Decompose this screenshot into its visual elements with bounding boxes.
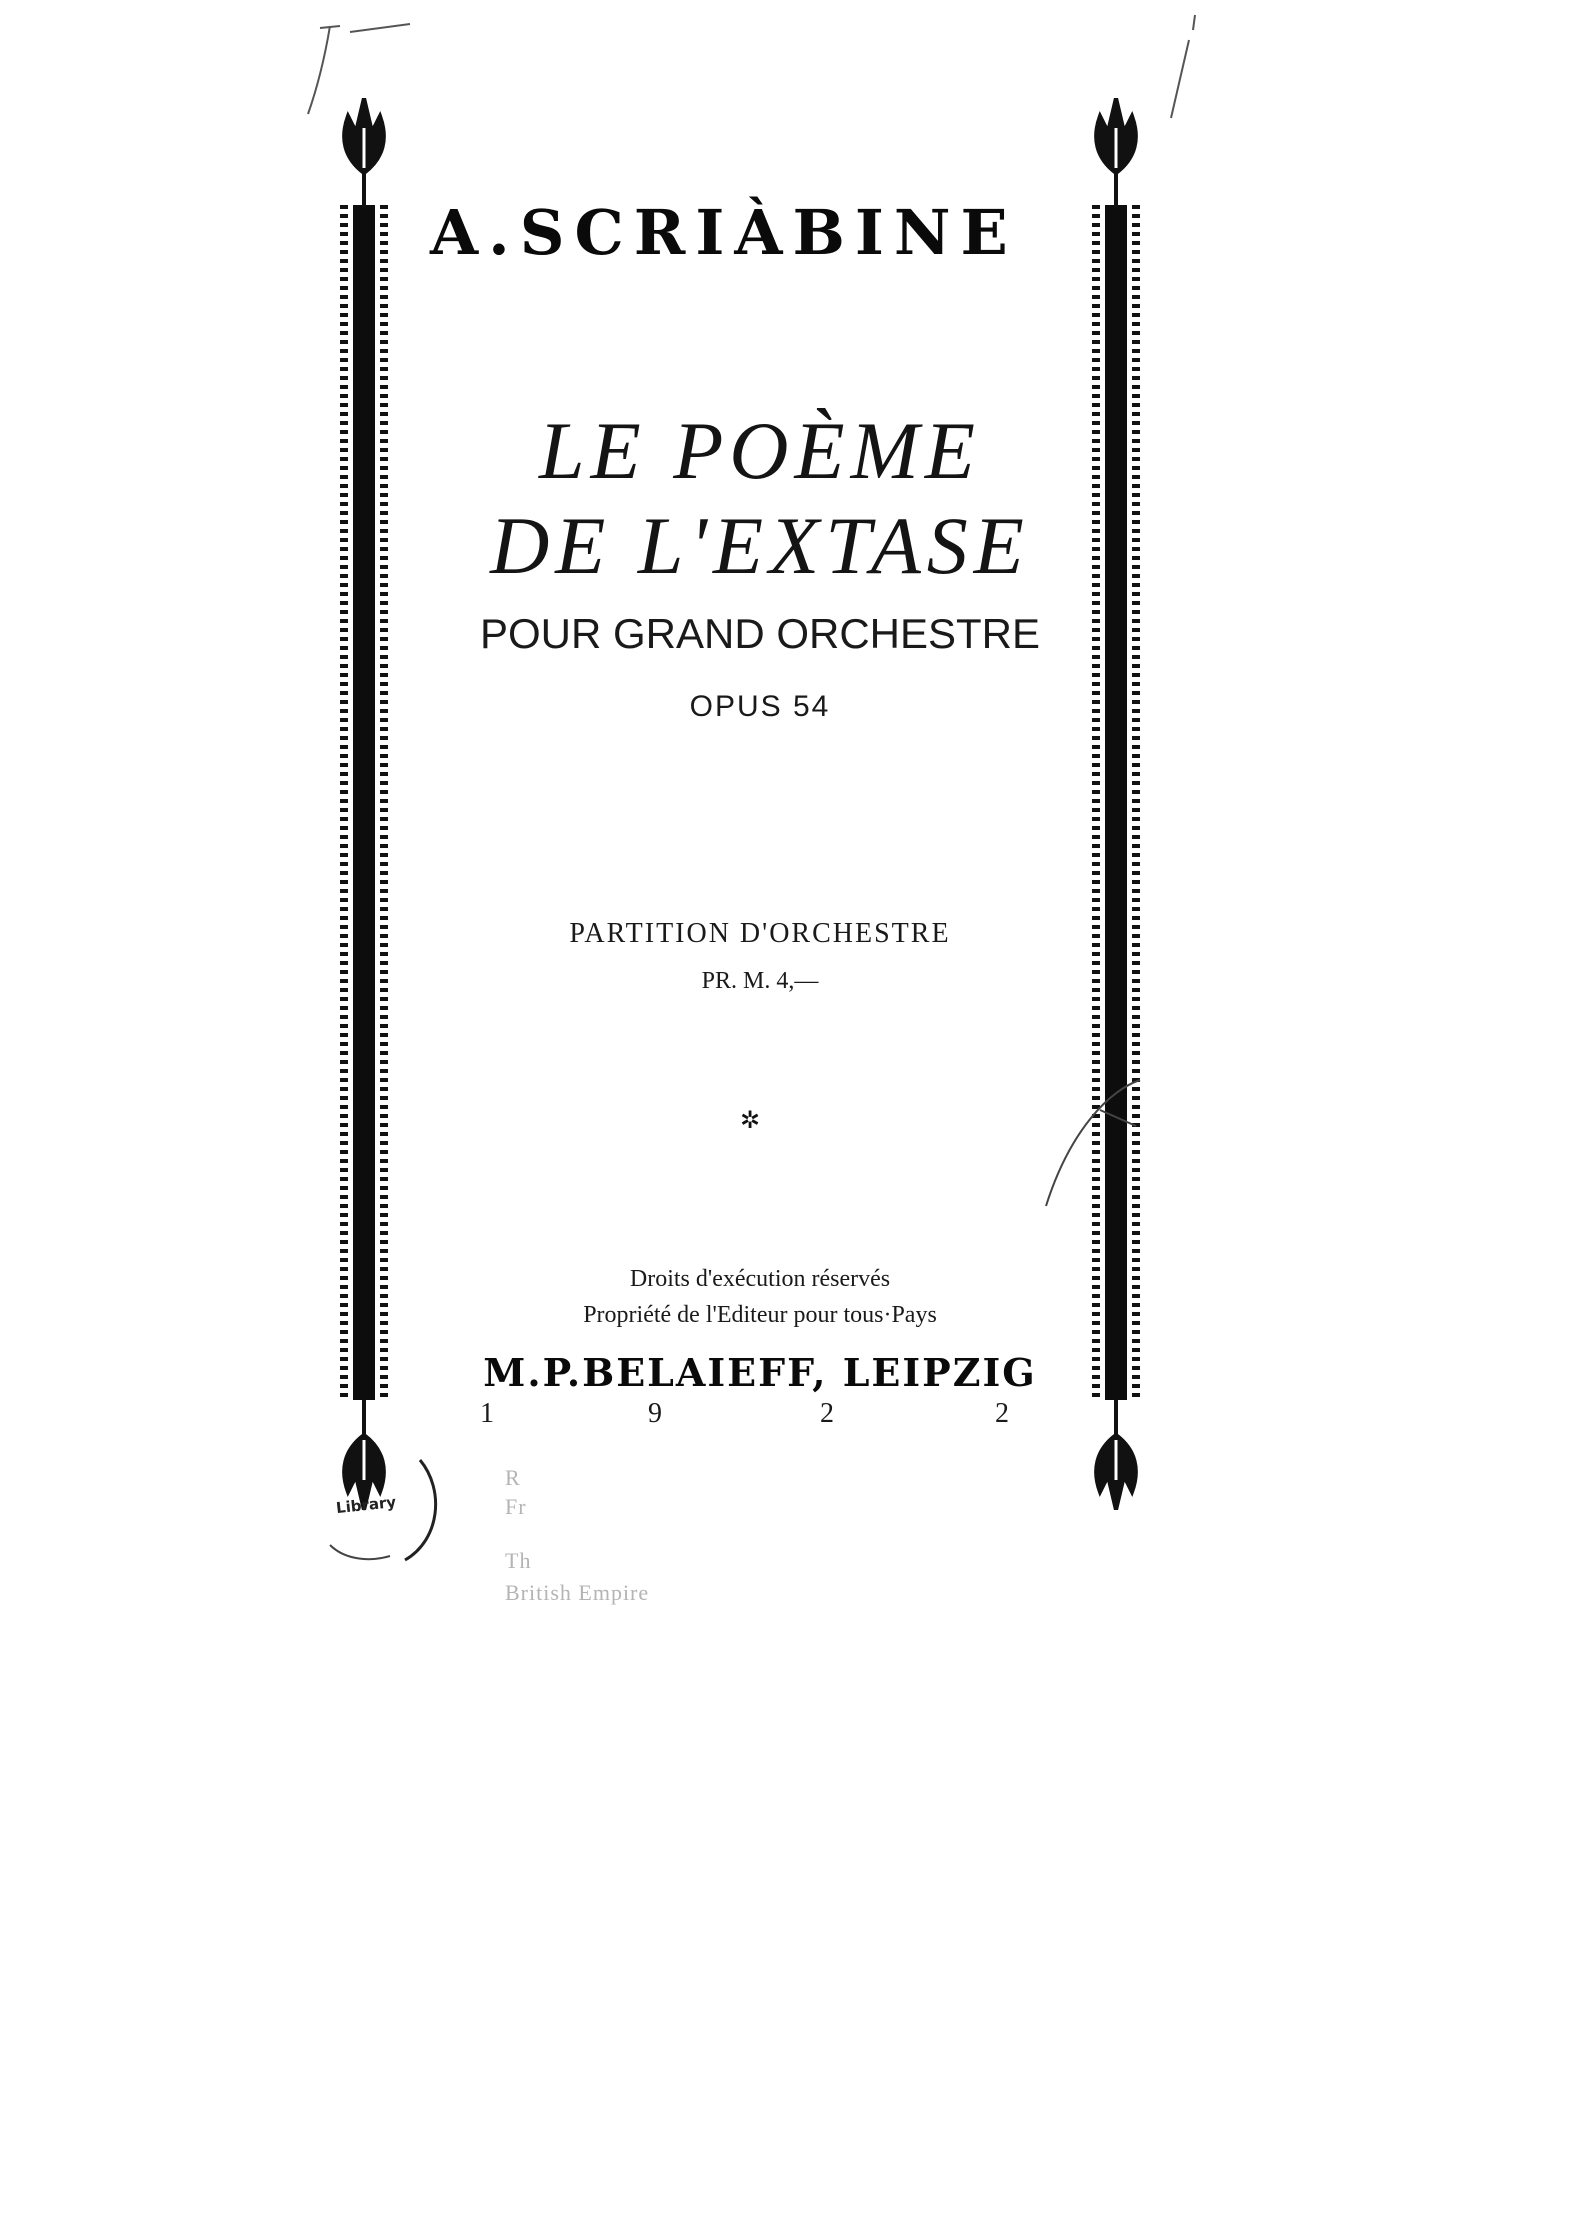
top-right-finial-icon (1086, 98, 1146, 208)
pillar-dots (340, 205, 348, 1400)
year-digit: 2 (995, 1398, 1009, 1429)
instrumentation: POUR GRAND ORCHESTRE (479, 610, 1041, 657)
year-digit: 2 (820, 1398, 834, 1429)
pillar-bar (353, 205, 375, 1400)
pillar-dots (380, 205, 388, 1400)
work-title-line-2: DE L'EXTASE (490, 500, 1030, 591)
work-title-line-1: LE POÈME (539, 405, 981, 496)
pencil-mark (1165, 10, 1205, 120)
pillar-bar (1105, 205, 1127, 1400)
price: PR. M. 4,— (701, 968, 819, 994)
rights-notice: Droits d'exécution réservés (629, 1266, 891, 1292)
pencil-mark (300, 10, 420, 120)
star-ornament-icon: ✲ (740, 1106, 761, 1134)
faded-notice-line: Th (505, 1548, 532, 1573)
left-border-pillar (340, 205, 388, 1400)
bottom-right-finial-icon (1086, 1400, 1146, 1510)
faded-notice-line: Fr (505, 1494, 527, 1519)
library-stamp-label: Library (335, 1492, 397, 1518)
edition-type: PARTITION D'ORCHESTRE (569, 918, 951, 949)
faded-notice-line: British Empire (505, 1580, 650, 1605)
pencil-mark (1040, 1070, 1150, 1210)
opus-number: OPUS 54 (689, 690, 831, 723)
right-border-pillar (1092, 205, 1140, 1400)
pillar-dots (1132, 205, 1140, 1400)
year-digit: 9 (648, 1398, 662, 1429)
publisher-name: M.P.BELAIEFF, LEIPZIG (483, 1350, 1037, 1395)
composer-name: A.SCRIÀBINE (430, 196, 1018, 269)
property-notice: Propriété de l'Editeur pour tous·Pays (583, 1302, 937, 1328)
faded-notice-line: R (505, 1465, 521, 1490)
pillar-dots (1092, 205, 1100, 1400)
year-digit: 1 (480, 1398, 494, 1429)
library-stamp (310, 1450, 450, 1570)
